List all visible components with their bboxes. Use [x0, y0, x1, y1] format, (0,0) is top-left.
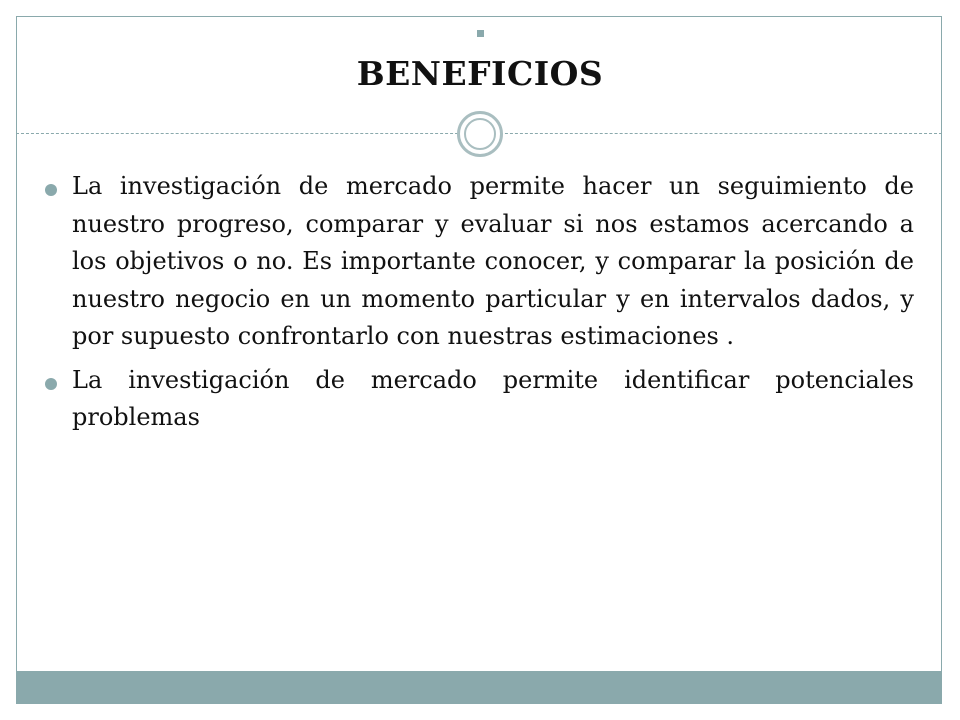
bullet-list	[72, 168, 914, 443]
bullet-item-2	[72, 362, 914, 437]
bullet-text-1: La investigación de mercado permite hacer un seguimiento de nuestro progreso, comparar y evaluar si nos estamos acercando a los objetivos o no. Es importante conocer, y comparar la posición de nuestro negocio en un momento particular y en intervalos dados, y por supuesto confrontarlo con nuestras estimaciones .	[72, 172, 914, 350]
top-square-marker	[477, 30, 484, 37]
bottom-accent-bar	[17, 671, 941, 703]
bullet-dot-icon	[45, 184, 57, 196]
slide-title: BENEFICIOS	[356, 54, 604, 93]
bullet-text-2: La investigación de mercado permite identificar potenciales problemas	[72, 365, 914, 431]
bullet-dot-icon	[45, 378, 57, 390]
bullet-item-1	[72, 168, 914, 356]
divider-ring-icon	[457, 111, 503, 157]
